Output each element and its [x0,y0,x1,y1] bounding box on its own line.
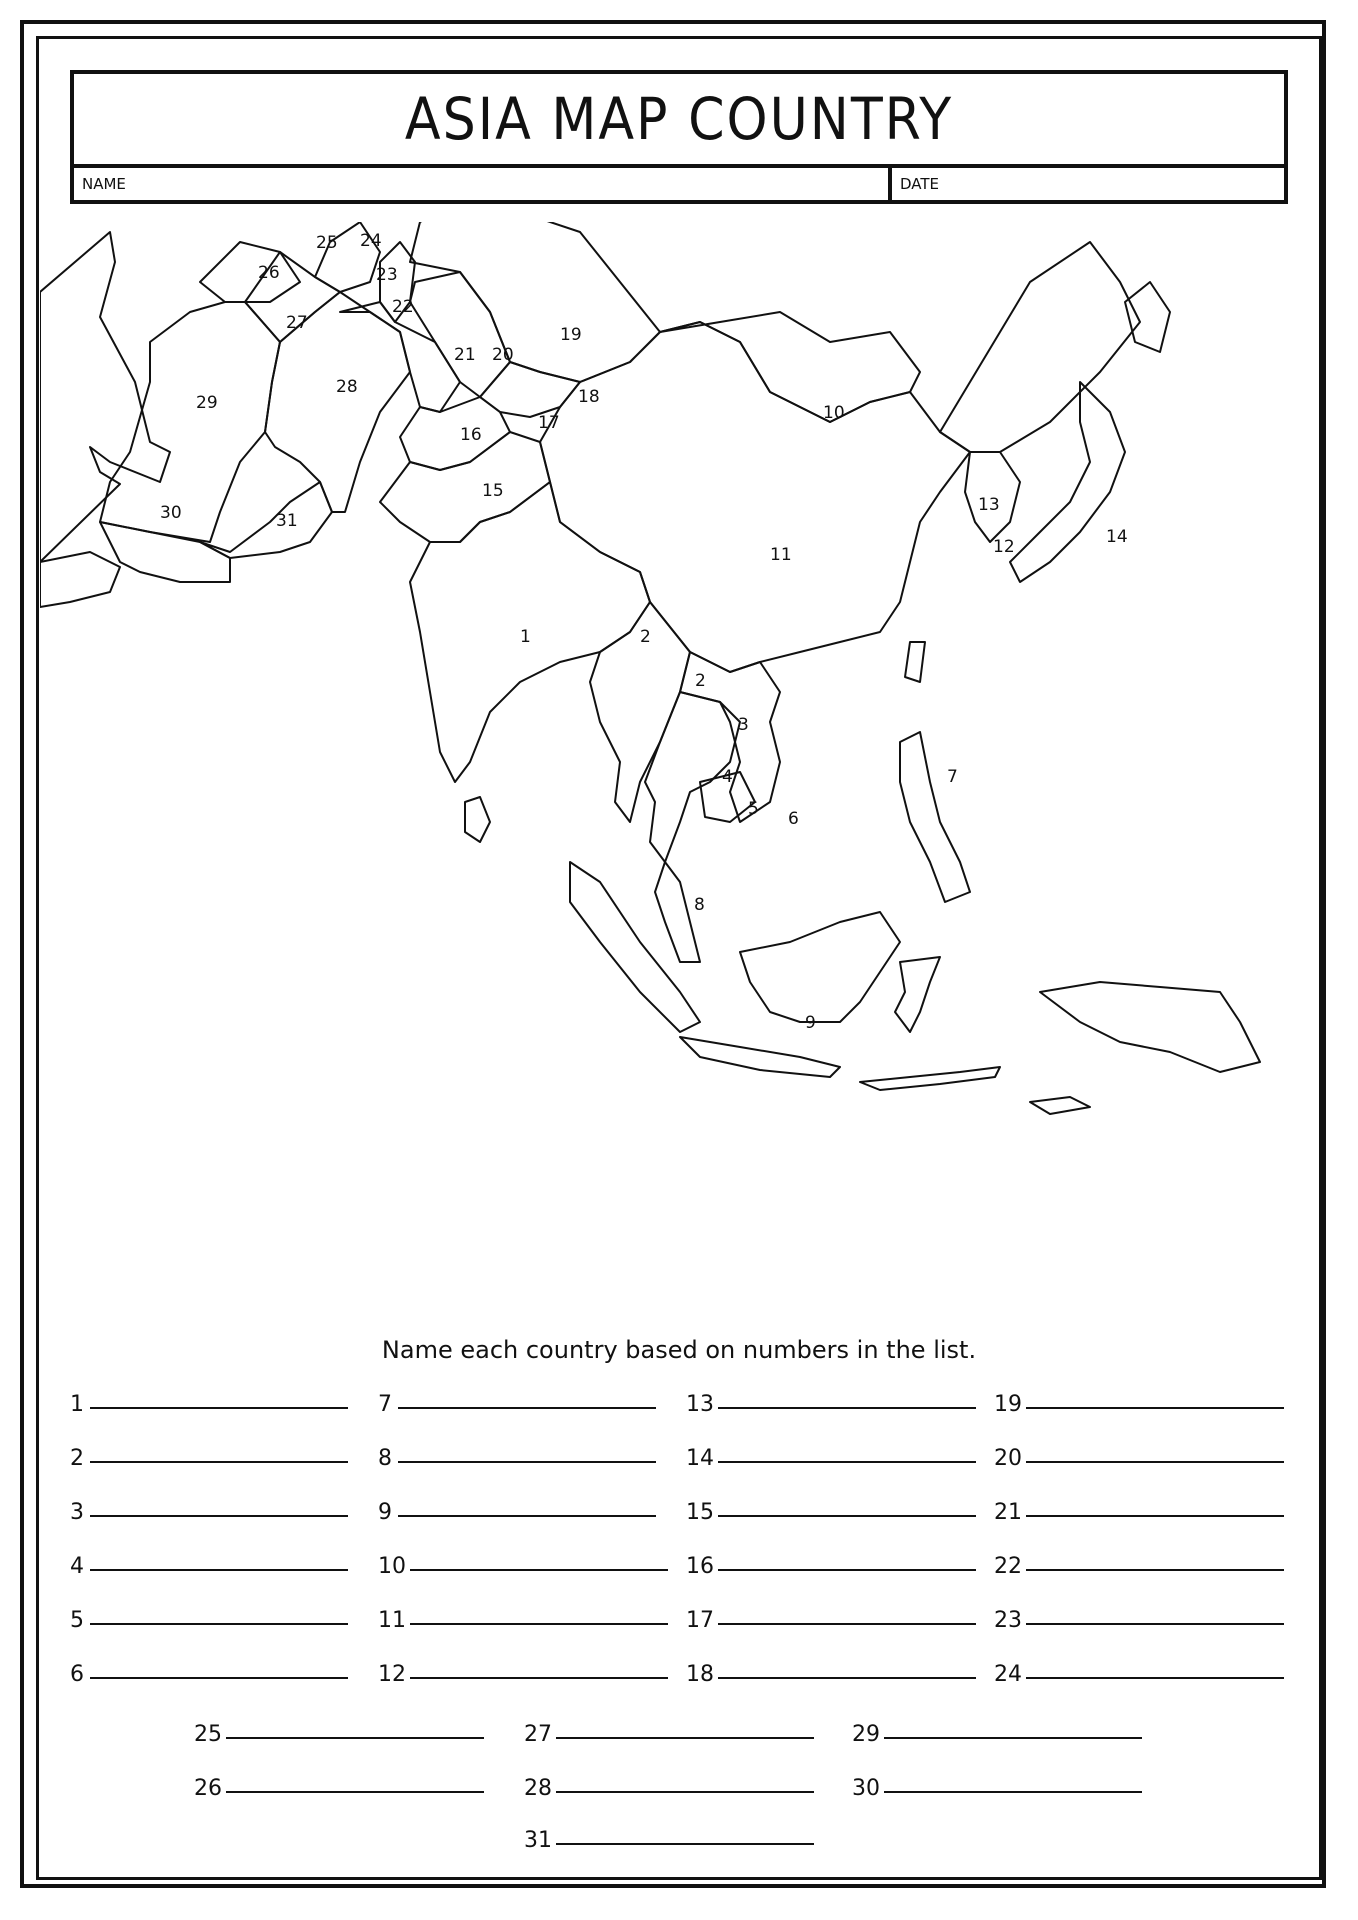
answer-row[interactable] [994,1554,1284,1579]
answer-row[interactable] [994,1608,1284,1633]
answer-row[interactable] [852,1776,1142,1801]
worksheet-title: ASIA MAP COUNTRY [74,74,1284,168]
map-label: 17 [538,413,560,433]
answer-row[interactable] [70,1554,348,1579]
region-timor [1030,1097,1090,1114]
answer-line[interactable] [398,1514,656,1517]
region-new-guinea [1040,982,1260,1072]
answer-number: 24 [994,1662,1022,1687]
answer-number: 9 [378,1500,392,1525]
region-japan-north [1125,282,1170,352]
answer-number: 23 [994,1608,1022,1633]
map-labels [160,231,1128,1033]
region-turkmenistan [340,302,460,412]
answer-line[interactable] [718,1406,976,1409]
answer-line[interactable] [410,1568,668,1571]
region-kazakhstan [410,222,660,382]
answer-number: 13 [686,1392,714,1417]
answer-number: 12 [378,1662,406,1687]
answer-row[interactable] [378,1500,656,1525]
map-label: 5 [748,799,759,819]
answer-row[interactable] [686,1608,976,1633]
region-afghanistan [400,397,510,470]
answer-line[interactable] [410,1622,668,1625]
map-label: 1 [520,627,531,647]
map-label: 16 [460,425,482,445]
answer-row[interactable] [194,1776,484,1801]
answer-row[interactable] [852,1722,1142,1747]
answer-row[interactable] [994,1392,1284,1417]
answer-row[interactable] [70,1392,348,1417]
answer-number: 26 [194,1776,222,1801]
answer-row[interactable] [70,1662,348,1687]
answer-line[interactable] [1026,1568,1284,1571]
answer-line[interactable] [90,1514,348,1517]
answer-row[interactable] [70,1446,348,1471]
region-west-coast [40,232,170,562]
answer-line[interactable] [556,1842,814,1845]
answer-row[interactable] [686,1500,976,1525]
answer-line[interactable] [1026,1460,1284,1463]
map-label: 28 [336,377,358,397]
region-srilanka [465,797,490,842]
name-label: NAME [82,175,126,193]
map-label: 12 [993,537,1015,557]
answer-row[interactable] [994,1500,1284,1525]
map-label: 2 [640,627,651,647]
answer-number: 25 [194,1722,222,1747]
map-label: 21 [454,345,476,365]
answer-number: 5 [70,1608,84,1633]
answer-line[interactable] [884,1790,1142,1793]
answer-row[interactable] [994,1662,1284,1687]
answer-row[interactable] [686,1392,976,1417]
answer-row[interactable] [378,1554,668,1579]
map-label: 19 [560,325,582,345]
region-borneo [740,912,900,1022]
answer-line[interactable] [226,1736,484,1739]
region-levant [200,242,300,302]
map-label: 8 [694,895,705,915]
map-label: 15 [482,481,504,501]
answer-line[interactable] [90,1406,348,1409]
answer-line[interactable] [718,1676,976,1679]
region-russia-east [940,242,1140,452]
answer-line[interactable] [556,1790,814,1793]
answer-number: 17 [686,1608,714,1633]
answer-row[interactable] [378,1608,668,1633]
map-label: 2 [695,671,706,691]
region-oman [200,482,332,558]
answer-row[interactable] [70,1608,348,1633]
map-label: 23 [376,265,398,285]
answer-row[interactable] [194,1722,484,1747]
region-arabia [100,302,280,542]
region-lesser-sunda [860,1067,1000,1090]
answer-line[interactable] [1026,1514,1284,1517]
answer-number: 16 [686,1554,714,1579]
map-label: 3 [738,715,749,735]
map-label: 25 [316,233,338,253]
answer-row[interactable] [686,1446,976,1471]
answer-row[interactable] [524,1722,814,1747]
map-svg [40,222,1320,1352]
region-japan [1010,382,1125,582]
region-sulawesi [895,957,940,1032]
answer-row[interactable] [70,1500,348,1525]
region-arabia-tip [40,552,120,607]
answer-line[interactable] [718,1460,976,1463]
answer-number: 31 [524,1828,552,1853]
meta-row [74,168,1284,200]
map-label: 7 [947,767,958,787]
answer-row[interactable] [524,1828,814,1853]
map-label: 30 [160,503,182,523]
answer-number: 2 [70,1446,84,1471]
answer-number: 21 [994,1500,1022,1525]
answer-number: 8 [378,1446,392,1471]
answer-number: 14 [686,1446,714,1471]
answer-number: 4 [70,1554,84,1579]
map-label: 14 [1106,527,1128,547]
map-label: 13 [978,495,1000,515]
map-label: 31 [276,511,298,531]
answer-row[interactable] [524,1776,814,1801]
region-mongolia [660,312,920,422]
answer-row[interactable] [378,1446,656,1471]
map-label: 4 [722,767,733,787]
map-label: 18 [578,387,600,407]
asia-outline-map [40,222,1320,1352]
answer-line[interactable] [90,1460,348,1463]
answer-number: 10 [378,1554,406,1579]
date-field[interactable] [892,168,1284,200]
answer-line[interactable] [90,1568,348,1571]
answer-line[interactable] [90,1622,348,1625]
date-label: DATE [900,175,940,193]
answer-number: 19 [994,1392,1022,1417]
name-field[interactable] [74,168,892,200]
answer-number: 20 [994,1446,1022,1471]
map-label: 6 [788,809,799,829]
answer-row[interactable] [994,1446,1284,1471]
answer-line[interactable] [718,1514,976,1517]
answer-line[interactable] [1026,1622,1284,1625]
answer-number: 27 [524,1722,552,1747]
map-label: 22 [392,297,414,317]
instruction-text: Name each country based on numbers in the list. [381,1336,977,1364]
answer-number: 11 [378,1608,406,1633]
map-label: 20 [492,345,514,365]
answer-row[interactable] [686,1554,976,1579]
map-label: 26 [258,263,280,283]
region-java [680,1037,840,1077]
region-china [540,322,970,672]
answer-row[interactable] [378,1662,668,1687]
answer-number: 30 [852,1776,880,1801]
answer-line[interactable] [398,1460,656,1463]
region-yemen [100,522,230,582]
region-philippines [900,732,970,902]
worksheet-header [70,70,1288,204]
map-label: 27 [286,313,308,333]
answer-line[interactable] [1026,1676,1284,1679]
answer-line[interactable] [718,1622,976,1625]
map-label: 9 [805,1013,816,1033]
answer-number: 7 [378,1392,392,1417]
answer-number: 28 [524,1776,552,1801]
answer-row[interactable] [686,1662,976,1687]
answer-line[interactable] [410,1676,668,1679]
answer-line[interactable] [90,1676,348,1679]
answer-number: 15 [686,1500,714,1525]
answer-line[interactable] [1026,1406,1284,1409]
answer-number: 29 [852,1722,880,1747]
answer-row[interactable] [378,1392,656,1417]
answer-number: 22 [994,1554,1022,1579]
answer-line[interactable] [226,1790,484,1793]
answer-number: 18 [686,1662,714,1687]
answer-line[interactable] [884,1736,1142,1739]
map-label: 29 [196,393,218,413]
answer-number: 3 [70,1500,84,1525]
answer-number: 6 [70,1662,84,1687]
answer-number: 1 [70,1392,84,1417]
answer-line[interactable] [556,1736,814,1739]
map-label: 11 [770,545,792,565]
region-taiwan [905,642,925,682]
map-label: 24 [360,231,382,251]
answer-line[interactable] [398,1406,656,1409]
map-label: 10 [823,403,845,423]
answer-line[interactable] [718,1568,976,1571]
